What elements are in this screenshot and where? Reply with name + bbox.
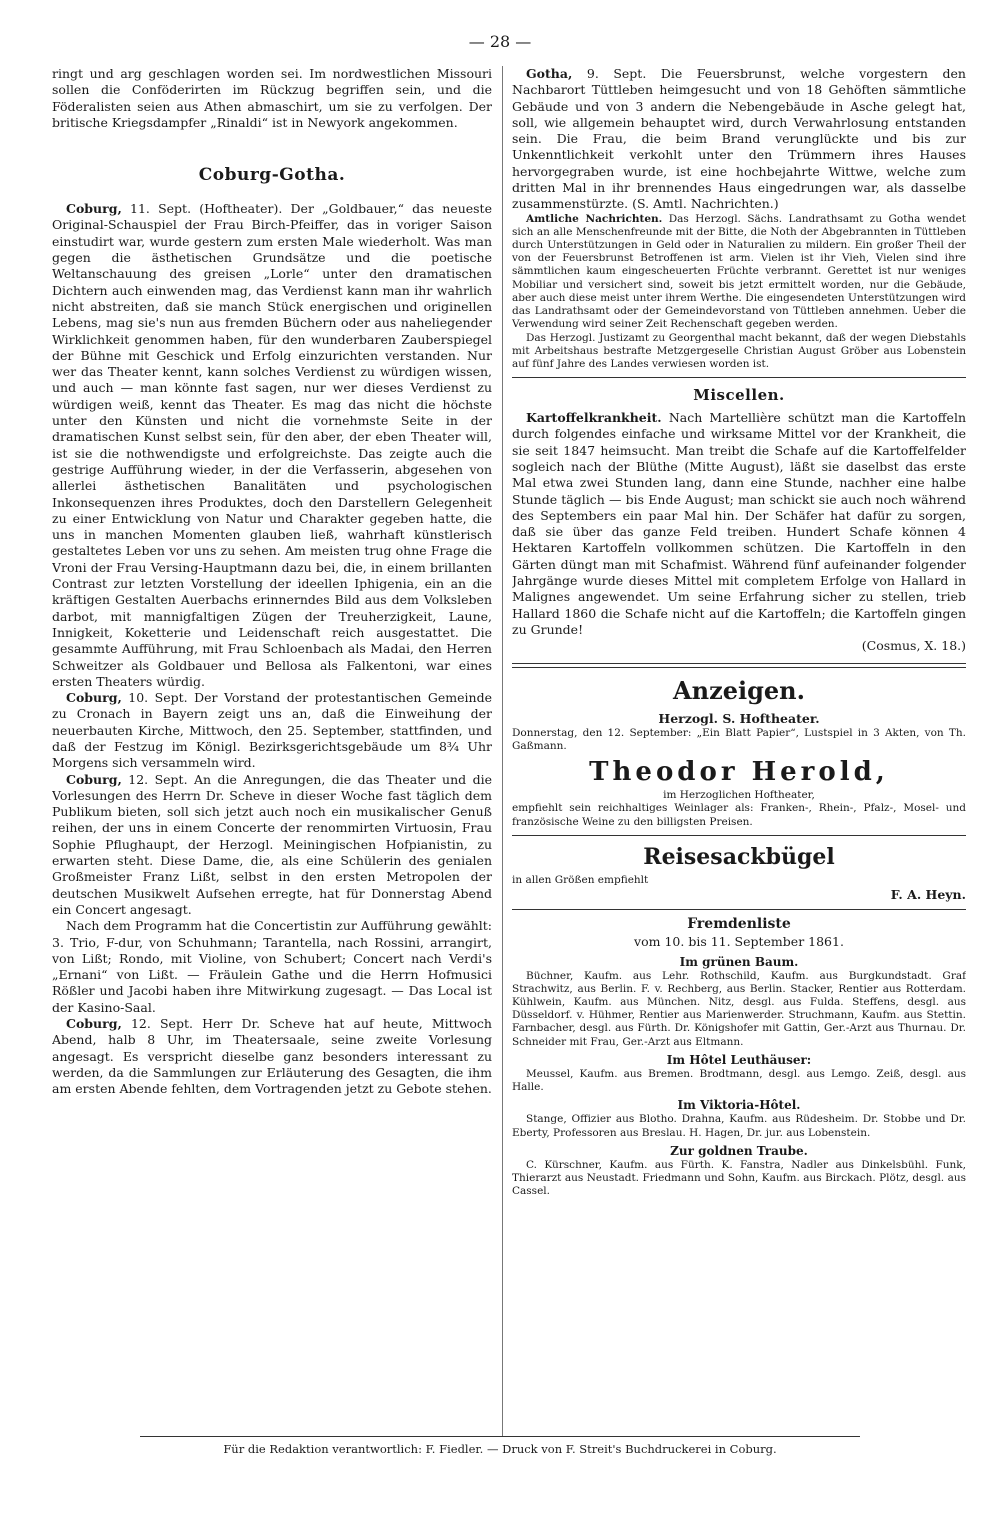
intro-paragraph: ringt und arg geschlagen worden sei. Im nordwestlichen Missouri sollen die Conföderirten im Rückzug begriffen sein, und die Föderalisten seien aus Athen abmaschirt, um sie zu verfolgen. Der britische Kriegsdampfer „Rinaldi“ ist in Newyork angekommen. <box>52 66 492 130</box>
article-text: 9. Sept. Die Feuersbrunst, welche vorgestern den Nachbarort Tüttleben heimgesucht und von 18 Gehöften sämmtliche Gebäude und von 3 andern die Nebengebäude in Asche gelegt hat, soll, wie allgemein behauptet wird, durch Verwahrlosung entstanden sein. Die Frau, die beim Brand verunglückte und bis zur Unkenntlichkeit verkohlt unter den Trümmern ihres Hauses hervorgegraben wurde, ist eine hochbejahrte Wittwe, welche zum dritten Mal in ihr brennendes Haus eingedrungen war, als dasselbe zusammenstürzte. (S. Amtl. Nachrichten.) <box>512 66 966 212</box>
article-text: 12. Sept. Herr Dr. Scheve hat auf heute, Mittwoch Abend, halb 8 Uhr, im Theatersaale, seine zweite Vorlesung angesagt. Es verspricht dieselbe ganz besonders interessant zu werden, da die Sammlungen zur Erläuterung des Gesagten, die ihm am ersten Abende fehlten, dem Vortragenden jetzt zu Gebote stehen. <box>52 1016 492 1097</box>
article-source: (Cosmus, X. 18.) <box>861 638 966 654</box>
article-text: 12. Sept. An die Anregungen, die das Theater und die Vorlesungen des Herrn Dr. Scheve in dieser Woche fast täglich dem Publikum bieten, soll sich jetzt auch noch ein musikalischer Genuß reihen, der uns in einem Concerte der renommirten Virtuosin, Frau Sophie Pflughaupt, der Herzogl. Meiningischen Hofpianistin, zu erwarten steht. Diese Dame, die, als eine Schülerin des genialen Großmeister Franz Lißt, selbst in den ersten Metropolen der deutschen Musikwelt Aufsehen erregte, hat für Donnerstag Abend ein Concert angesagt. <box>52 771 492 917</box>
section-heading-miscellen: Miscellen. <box>693 386 785 405</box>
hotel-name: Zur goldnen Traube. <box>670 1143 808 1158</box>
article-justice-office: Das Herzogl. Justizamt zu Georgenthal macht bekannt, daß der wegen Diebstahls mit Arbeitshaus bestrafte Metzgergeselle Christian August Gröber aus Lobenstein auf fünf Jahre des Landes verwiesen worden ist. <box>512 331 966 370</box>
article-lecture <box>52 1016 492 1097</box>
article-gotha-fire <box>512 66 966 213</box>
ad-herold-name: Theodor Herold, <box>589 757 889 788</box>
article-concert <box>52 772 492 919</box>
hotel-guests: Meussel, Kaufm. aus Bremen. Brodtmann, desgl. aus Lemgo. Zeiß, desgl. aus Halle. <box>512 1067 966 1094</box>
hotel-name: Im grünen Baum. <box>679 954 799 969</box>
ad-herold-text: empfiehlt sein reichhaltiges Weinlager als: Franken-, Rhein-, Pfalz-, Mosel- und französische Weine zu den billigsten Preisen. <box>512 802 966 828</box>
guest-list-date: vom 10. bis 11. September 1861. <box>634 934 844 950</box>
ad-herold-sub: im Herzoglichen Hoftheater, <box>663 789 815 802</box>
hotel-guests: Büchner, Kaufm. aus Lehr. Rothschild, Kaufm. aus Burgkundstadt. Graf Strachwitz, aus Berlin. F. v. Rechberg, aus Berlin. Stacker, Rentier aus Rotterdam. Kühlwein, Kaufm. aus München. Nitz, desgl. aus Fulda. Steffens, desgl. aus Düsseldorf. v. Hühmer, Rentier aus Marienwerder. Struchmann, Kaufm. aus Stettin. Farnbacher, desgl. aus Fürth. Dr. Königshofer mit Gattin, Ger.-Arzt aus Thurnau. Dr. Schneider mit Frau, Ger.-Arzt aus Eltmann. <box>512 969 966 1048</box>
ad-reisesack-sign: F. A. Heyn. <box>890 887 966 903</box>
page-number: — 28 — <box>468 32 532 51</box>
article-lead: Coburg, <box>66 201 122 217</box>
ad-reisesack-text: in allen Größen empfiehlt <box>512 873 649 886</box>
article-lead: Coburg, <box>66 1016 122 1032</box>
article-text: 11. Sept. (Hoftheater). Der „Goldbauer,“ das neueste Original-Schauspiel der Frau Birch-Pfeiffer, das in voriger Saison einstudirt war, wurde gestern zum ersten Male wiederholt. Was man gegen die ästhetischen Grundsätze und die poetische Weltanschauung des greisen „Lorle“ unter den dramatischen Dichtern auch einwenden mag, das Verdienst kann man ihr wahrlich nicht abstreiten, daß sie manch Stück energischen und originellen Lebens, mag sie's nun aus fremden Büchern oder aus naheliegender Wirklichkeit genommen haben, für den wunderbaren Zauberspiegel der Bühne mit Geschick und Erfolg einzurichten verstanden. Nur wer das Theater kennt, kann solches Verdienst zu würdigen wissen, und auch — man könnte fast sagen, nur wer dieses Verdienst zu würdigen weiß, kennt das Theater. Es mag das nicht die höchste unter den Künsten und nicht die vornehmste Seite in der dramatischen Kunst selbst sein, für den aber, der eben Theater will, ist sie die nothwendigste und erfolgreichste. Das zeigte auch die gestrige Aufführung wieder, in der die Verfasserin, abgesehen von allerlei ästhetischen Banalitäten und psychologischen Inkonsequenzen ihres Produktes, doch den Darstellern Gelegenheit zu einer Entwicklung von Natur und Charakter gegeben hatte, die uns in manchen Momenten glauben ließ, wahrhaft künstlerisch gestaltetes Leben vor uns zu sehen. Am meisten trug ohne Frage die Vroni der Frau Versing-Hauptmann dazu bei, die, in einem brillanten Contrast zur letzten Vorstellung der ideellen Iphigenia, ein an die kräftigen Gestalten Auerbachs erinnerndes Bild aus dem Volksleben darbot, mit mannigfaltigen Zügen der Treuherzigkeit, Laune, Innigkeit, Koketterie und Leidenschaft reich ausgestattet. Die gesammte Aufführung, mit Frau Schloenbach als Madai, den Herren Schweitzer als Goldbauer und Bellosa als Falkentoni, war eines ersten Theaters würdig. <box>52 201 492 689</box>
left-column <box>52 66 492 1434</box>
article-concert-program: Nach dem Programm hat die Concertistin zur Aufführung gewählt: 3. Trio, F-dur, von Schuhmann; Tarantella, nach Rossini, arrangirt, von Lißt; Rondo, mit Violine, von Schubert; Concert nach Verdi's „Ernani“ von Lißt. — Fräulein Gathe und die Herrn Hofmusici Rößler und Jacobi haben ihre Mitwirkung zugesagt. — Das Local ist der Kasino-Saal. <box>52 918 492 1015</box>
divider <box>512 377 966 378</box>
footer-divider <box>140 1436 860 1437</box>
hotel-guests: C. Kürschner, Kaufm. aus Fürth. K. Fanstra, Nadler aus Dinkelsbühl. Funk, Thierarzt aus Neustadt. Friedmann und Sohn, Kaufm. aus Birckach. Plötz, desgl. aus Cassel. <box>512 1158 966 1198</box>
divider <box>512 835 966 836</box>
article-text: Nach Martellière schützt man die Kartoffeln durch folgendes einfache und wirksame Mittel vor der Krankheit, die sie seit 1847 heimsucht. Man treibt die Schafe auf die Kartoffelfelder sogleich nach der Blüthe (Mitte August), läßt sie daselbst das erste Mal etwa zwei Stunden lang, dann eine Stunde, nachher eine halbe Stunde täglich — bis Ende August; man schickt sie auch noch während des Septembers ein paar Mal hin. Der Schäfer hat dafür zu sorgen, daß sie über das ganze Feld treiben. Hundert Schafe können 4 Hektaren Kartoffeln vollkommen schützen. Die Kartoffeln in den Gärten düngt man mit Schafmist. Während fünf aufeinander folgender Jahrgänge wurde dieses Mittel mit completem Erfolge von Hallard in Malignes angewendet. Um seine Erfahrung sicher zu stellen, trieb Hallard 1860 die Schafe nicht auf die Kartoffeln; die Kartoffeln gingen zu Grunde! <box>512 410 966 637</box>
ad-reisesack-title: Reisesackbügel <box>643 843 835 870</box>
hotel-guests: Stange, Offizier aus Blotho. Drahna, Kaufm. aus Rüdesheim. Dr. Stobbe und Dr. Eberty, Professoren aus Breslau. H. Hagen, Dr. jur. aus Lobenstein. <box>512 1113 966 1139</box>
column-divider <box>502 66 503 1436</box>
article-text: 10. Sept. Der Vorstand der protestantischen Gemeinde zu Cronach in Bayern zeigt uns an, daß die Einweihung der neuerbauten Kirche, Mittwoch, den 25. September, stattfinden, und daß der Festzug im Königl. Bezirksgerichtsgebäude um 8¾ Uhr Morgens sich versammeln wird. <box>52 690 492 771</box>
article-lead: Coburg, <box>66 771 122 787</box>
ad-theater-title: Herzogl. S. Hoftheater. <box>658 710 820 726</box>
article-theater <box>52 201 492 690</box>
article-lead: Kartoffelkrankheit. <box>526 410 662 426</box>
section-heading-anzeigen: Anzeigen. <box>673 675 805 705</box>
article-official-news <box>512 213 966 332</box>
double-divider <box>512 663 966 668</box>
article-cronach <box>52 690 492 771</box>
divider <box>512 909 966 910</box>
article-lead: Amtliche Nachrichten. <box>526 212 663 225</box>
hotel-name: Im Hôtel Leuthäuser: <box>666 1052 812 1067</box>
article-text: Das Herzogl. Sächs. Landrathsamt zu Gotha wendet sich an alle Menschenfreunde mit der Bitte, die Noth der Abgebrannten in Tüttleben durch Unterstützungen in Geld oder in Naturalien zu mildern. Ein großer Theil der von der Feuersbrunst Betroffenen ist arm. Vielen ist ihr Vieh, Vielen sind ihre sämmtlichen kaum eingescheuerten Früchte verbrannt. Gerettet ist nur weniges Mobiliar und versichert sind, soweit bis jetzt ermittelt worden, nur die Gebäude, aber auch diese meist unter ihrem Werthe. Die eingesendeten Unterstützungen wird das Landrathsamt oder der Gemeindevorstand von Tüttleben annehmen. Ueber die Verwendung wird seiner Zeit Rechenschaft gegeben werden. <box>512 212 966 331</box>
imprint-footer: Für die Redaktion verantwortlich: F. Fiedler. — Druck von F. Streit's Buchdruckerei in Coburg. <box>223 1442 777 1456</box>
right-column <box>512 66 966 1434</box>
article-potato-disease <box>512 410 966 638</box>
article-lead: Gotha, <box>526 66 573 81</box>
article-lead: Coburg, <box>66 690 122 706</box>
guest-list-heading: Fremdenliste <box>687 916 791 933</box>
ad-theater-text: Donnerstag, den 12. September: „Ein Blatt Papier“, Lustspiel in 3 Akten, von Th. Gaßmann. <box>512 726 966 753</box>
hotel-name: Im Viktoria-Hôtel. <box>677 1098 801 1113</box>
section-heading-coburg-gotha: Coburg-Gotha. <box>198 165 346 186</box>
